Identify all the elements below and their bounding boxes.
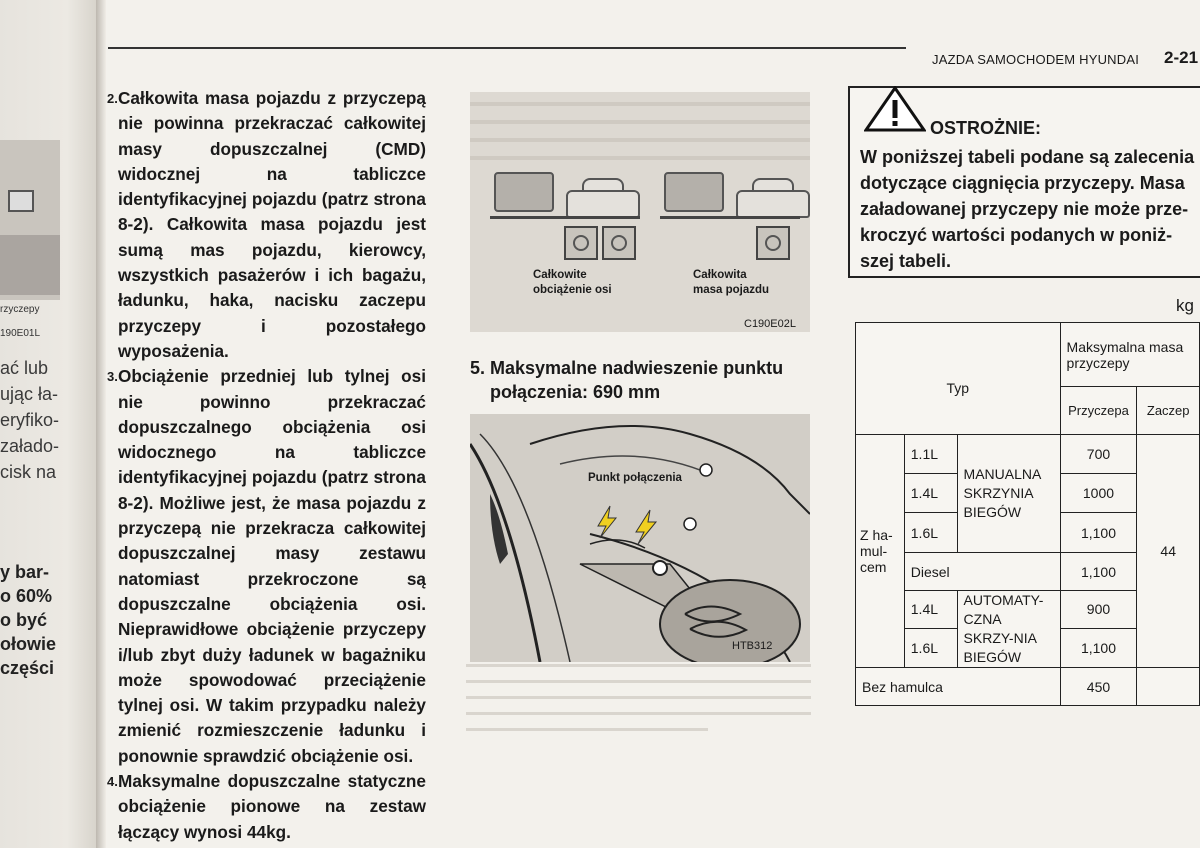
- previous-text-line: załado-: [0, 436, 60, 456]
- bleed-through-line: [470, 138, 810, 142]
- mass-cell: 1,100: [1060, 553, 1137, 591]
- caution-line: dotyczące ciągnięcia przyczepy. Masa: [860, 173, 1185, 193]
- header-type: Typ: [856, 323, 1061, 435]
- bleed-through-line: [470, 120, 810, 124]
- hitch-drawing: [470, 414, 810, 662]
- previous-figure-code: 190E01L: [0, 328, 41, 339]
- hitch-point-label: Punkt połączenia: [588, 472, 682, 484]
- bleed-through-line: [466, 712, 811, 715]
- previous-text-line: ać lub: [0, 358, 49, 378]
- axle-scale-front: [564, 226, 598, 260]
- mass-cell: 1,100: [1060, 513, 1137, 553]
- caution-text: [860, 144, 1200, 274]
- figure-base-shape: [0, 235, 60, 295]
- previous-bold-line: o być: [0, 610, 48, 630]
- previous-text-line: eryfiko-: [0, 410, 60, 430]
- caption-vehicle-mass: [693, 268, 769, 298]
- engine-cell: 1.4L: [904, 591, 957, 629]
- hitch-figure: [470, 414, 810, 662]
- mass-cell: 1,100: [1060, 628, 1137, 667]
- previous-bold-line: o 60%: [0, 586, 53, 606]
- page-number: 2-21: [1164, 48, 1199, 67]
- previous-bold-line: części: [0, 658, 55, 678]
- previous-text-line: ując ła-: [0, 384, 59, 404]
- table-row: [856, 668, 1200, 706]
- list-item-text: Całkowita masa pojazdu z przyczepą nie powinna przekraczać całkowitej masy dopuszczalnej (CMD) widocznej na tabliczce identyfikacyjnej pojazdu (patrz strona 8-2). Całkowita masa pojazdu jest sumą mas pojazdu, kierowcy, wszystkich pasażerów i ich bagażu, ładunku, haka, nacisku zaczepu przyczepy i pozostałego wyposażenia.: [118, 88, 426, 361]
- trailer-shape-right: [664, 172, 724, 212]
- weighing-figure: [470, 92, 810, 332]
- header-max-mass: Maksymalna masa przyczepy: [1060, 323, 1199, 387]
- caution-box: [848, 86, 1200, 278]
- previous-text-line: cisk na: [0, 462, 57, 482]
- previous-bold-line: ołowie: [0, 634, 57, 654]
- bleed-through-line: [466, 664, 811, 667]
- caution-line: szej tabeli.: [860, 251, 952, 271]
- list-item: [108, 769, 426, 845]
- header-trailer: Przyczepa: [1060, 387, 1137, 435]
- caution-title: OSTROŻNIE:: [930, 118, 1041, 138]
- ground-line-left: [490, 216, 640, 219]
- bleed-through-line: [466, 680, 811, 683]
- no-brakes-label: Bez hamulca: [856, 668, 1061, 706]
- engine-cell: 1.6L: [904, 628, 957, 667]
- table-row: [856, 323, 1200, 387]
- list-item: [108, 86, 426, 364]
- caption-line: obciążenie osi: [533, 284, 612, 296]
- list-number: 4.: [107, 774, 118, 790]
- engine-cell: 1.1L: [904, 435, 957, 474]
- bleed-through-line: [470, 102, 810, 106]
- bleed-through-line: [466, 728, 708, 731]
- header-coupling: Zaczep: [1137, 387, 1200, 435]
- engine-cell: 1.4L: [904, 474, 957, 513]
- mass-cell: 700: [1060, 435, 1137, 474]
- list-item-text: Obciążenie przedniej lub tylnej osi nie powinno przekraczać dopuszczalnego obciążenia osi widocznego na tabliczce identyfikacyjnej pojazdu (patrz strona 8-2). Możliwe jest, że masa pojazdu z przyczepą nie przekracza całkowitej dopuszczalnej masy zestawu natomiast przekroczone są dopuszczalne obciążenia osi. Nieprawidłowe obciążenie przyczepy i/lub zbyt duży ładunek w bagażniku może spowodować przeciążenie tylnej osi. W takim przypadku należy zmienić rozmieszczenie ładunku i ponownie sprawdzić obciążenie osi.: [118, 366, 426, 766]
- car-shape-right: [736, 190, 810, 218]
- list-item: [108, 364, 426, 769]
- ground-line-right: [660, 216, 800, 219]
- car-shape-left: [566, 190, 640, 218]
- axle-scale-rear: [602, 226, 636, 260]
- bleed-through-line: [466, 696, 811, 699]
- previous-bold-line: y bar-: [0, 562, 50, 582]
- caption-line: masa pojazdu: [693, 284, 770, 296]
- caution-line: załadowanej przyczepy nie może prze-: [860, 199, 1189, 219]
- heading-line: połączenia: 690 mm: [490, 382, 661, 402]
- caption-line: Całkowita: [693, 269, 747, 281]
- heading-line: 5. Maksymalne nadwieszenie punktu: [470, 358, 784, 378]
- list-number: 2.: [107, 91, 118, 106]
- caption-axle-load: [533, 268, 612, 298]
- section-heading: [470, 356, 815, 404]
- engine-cell: Diesel: [904, 553, 1060, 591]
- list-item-text: Maksymalne dopuszczalne statyczne obciążenie pionowe na zestaw łączący wynosi 44kg.: [118, 771, 426, 842]
- trailer-mass-table: [855, 322, 1200, 706]
- warning-triangle-icon: [864, 86, 926, 132]
- previous-figure-caption: rzyczepy: [0, 304, 40, 315]
- running-header: JAZDA SAMOCHODEM HYUNDAI: [932, 52, 1140, 67]
- trailer-shape-left: [494, 172, 554, 212]
- figure-code: C190E02L: [744, 318, 796, 330]
- caution-line: W poniższej tabeli podane są zalecenia: [860, 147, 1195, 167]
- empty-cell: [1137, 668, 1200, 706]
- numbered-list: [108, 86, 426, 845]
- gearbox-manual: MANUALNA SKRZYNIA BIEGÓW: [957, 435, 1060, 553]
- unit-label: kg: [1176, 296, 1194, 315]
- previous-page-edge: [0, 0, 96, 848]
- header-rule: [108, 47, 906, 49]
- caution-line: kroczyć wartości podanych w poniż-: [860, 225, 1173, 245]
- gearbox-automatic: AUTOMATY-CZNA SKRZY-NIA BIEGÓW: [957, 591, 1060, 668]
- group-with-brakes: Z ha-mul-cem: [856, 435, 905, 668]
- engine-cell: 1.6L: [904, 513, 957, 553]
- table-row: [856, 435, 1200, 474]
- coupling-value: 44: [1137, 435, 1200, 668]
- book-gutter: [96, 0, 106, 848]
- previous-page-figure: [0, 140, 60, 300]
- vehicle-scale: [756, 226, 790, 260]
- bleed-through-text: [466, 664, 811, 744]
- figure-code: HTB312: [732, 640, 773, 652]
- mass-cell: 450: [1060, 668, 1137, 706]
- figure-post-shape: [8, 190, 34, 212]
- list-number: 3.: [107, 369, 118, 385]
- caption-line: Całkowite: [533, 269, 587, 281]
- bleed-through-line: [470, 156, 810, 160]
- mass-cell: 900: [1060, 591, 1137, 629]
- mass-cell: 1000: [1060, 474, 1137, 513]
